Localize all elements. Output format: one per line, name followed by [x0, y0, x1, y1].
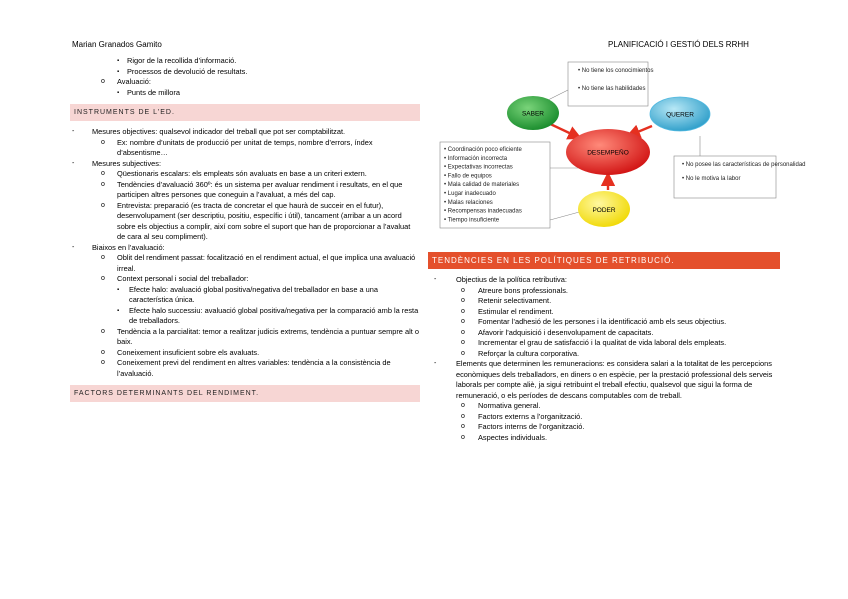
list-item-text: Efecte halo: avaluació global positiva/negativa del treballador en base a una característica única.: [129, 284, 378, 304]
list-item: [70, 358, 420, 379]
list-item-text: Processos de devolució de resultats.: [127, 66, 248, 76]
bullet-marker: o: [461, 297, 465, 304]
list-item: [428, 422, 780, 433]
list-item-text: Tendència a la parcialitat: temor a realitzar judicis extrems, tendència a puntuar sempre alt o baix.: [117, 326, 419, 346]
list-item: [428, 286, 780, 297]
list-item-text: Ex: nombre d’unitats de producció per unitat de temps, nombre d’errors, índex d’absentisme…: [117, 137, 373, 157]
bullet-marker: o: [101, 327, 105, 335]
list-item-text: Rigor de la recollida d’informació.: [127, 56, 237, 65]
list-item: [70, 88, 420, 99]
diagram-note: • Coordinación poco eficiente: [444, 147, 522, 153]
list-item-text: Incrementar el grau de satisfacció i la qualitat de vida laboral dels empleats.: [478, 338, 727, 347]
list-item-text: Elements que determinen les remuneracions: es considera salari a la totalitat de les percepcions econòmiques dels treballadors, en diners o en espècie, per la prestació professional dels serveis laborals per compte aliè, ja sigui retribuint el treball efectiu, qualsevol que sigui la forma de remuneració, o els períodes de descans computables com de treball.: [456, 359, 773, 400]
list-item-text: Atreure bons professionals.: [478, 285, 568, 295]
diagram-note: • Malas relaciones: [444, 199, 493, 206]
list-item-text: Avaluació:: [117, 77, 151, 86]
list-item: [70, 169, 420, 180]
list-item-text: Normativa general.: [478, 401, 541, 410]
list-item: [70, 327, 420, 348]
bullet-marker: o: [101, 180, 105, 188]
list-item-text: Punts de millora: [127, 87, 180, 97]
bullet-marker: -: [72, 243, 75, 251]
querer-label: QUERER: [666, 111, 694, 119]
bullet-marker: o: [101, 138, 105, 146]
bullet-marker: ▪: [117, 89, 120, 96]
bullet-marker: o: [101, 170, 105, 177]
document-title: PLANIFICACIÓ I GESTIÓ DELS RRHH: [608, 40, 749, 49]
bullet-marker: o: [101, 348, 105, 356]
list-item: [70, 67, 420, 78]
retribution-list: [428, 275, 780, 443]
bullet-marker: -: [434, 276, 437, 283]
list-item: [70, 274, 420, 285]
bullet-marker: o: [461, 339, 465, 346]
bullet-marker: o: [101, 78, 105, 85]
bullet-marker: -: [72, 128, 75, 135]
bullet-marker: -: [72, 159, 75, 167]
diagram-note: • Tiempo insuficiente: [444, 217, 500, 224]
list-item-text: Qüestionaris escalars: els empleats són avaluats en base a un criteri extern.: [117, 169, 367, 178]
diagram-note: • Fallo de equipos: [444, 173, 492, 180]
list-item: [428, 328, 780, 339]
list-item: [70, 285, 420, 306]
bullet-marker: o: [461, 328, 465, 336]
bullet-marker: o: [461, 412, 465, 420]
saber-notes: [578, 68, 653, 92]
list-item-text: Reforçar la cultura corporativa.: [478, 348, 580, 358]
list-item: [428, 359, 780, 401]
desempeno-label: DESEMPEÑO: [587, 149, 629, 157]
bullet-marker: ▪: [117, 58, 120, 64]
section-heading-factors: FACTORS DETERMINANTS DEL RENDIMENT.: [70, 385, 420, 402]
list-item-text: Mesures objectives: qualsevol indicador del treball que pot ser comptabilitzat.: [92, 127, 346, 136]
list-item-text: Context personal i social del treballador:: [117, 274, 249, 283]
evaluation-list: [70, 56, 420, 98]
list-item: [70, 306, 420, 327]
list-item-text: Afavorir l’adquisició i desenvolupament de capacitats.: [478, 327, 654, 337]
list-item-text: Biaixos en l’avaluació:: [92, 242, 165, 252]
bullet-marker: o: [461, 433, 465, 441]
list-item-text: Estimular el rendiment.: [478, 306, 554, 316]
author-name: Marian Granados Gamito: [72, 40, 162, 49]
list-item-text: Coneixement previ del rendiment en altres variables: tendència a la consistència de l’avaluació.: [117, 358, 391, 378]
diagram-note: • Información incorrecta: [444, 155, 508, 162]
list-item: [428, 349, 780, 360]
diagram-note: • Lugar inadecuado: [444, 191, 496, 197]
list-item: [428, 275, 780, 286]
diagram-note: • No tiene los conocimientos: [578, 68, 654, 74]
bullet-marker: o: [101, 201, 105, 209]
list-item-text: Efecte halo successiu: avaluació global positiva/negativa per la comparació amb la resta de treballadors.: [129, 305, 419, 325]
instruments-list: [70, 127, 420, 379]
bullet-marker: o: [101, 359, 105, 366]
diagram-note: • Recompensas inadecuadas: [444, 208, 522, 215]
poder-label: PODER: [592, 207, 616, 214]
querer-notes: [682, 162, 806, 182]
saber-label: SABER: [521, 110, 545, 118]
list-item: [70, 56, 420, 67]
diagram-note: • Expectativas incorrectas: [444, 164, 513, 171]
list-item-text: Fomentar l’adhesió de les persones i la identificació amb els seus objectius.: [478, 317, 727, 326]
list-item: [70, 127, 420, 138]
diagram-note: • No le motiva la labor: [682, 176, 741, 182]
list-item: [70, 348, 420, 359]
bullet-marker: o: [461, 349, 465, 357]
bullet-marker: o: [101, 275, 105, 282]
list-item: [428, 433, 780, 444]
list-item-text: Factors interns de l’organització.: [478, 422, 585, 431]
performance-diagram: [438, 60, 806, 230]
bullet-marker: o: [461, 307, 465, 315]
list-item-text: Oblit del rendiment passat: focalització en el rendiment actual, el que implica una avaluació irreal.: [117, 253, 416, 273]
section-heading-retribution: TENDÈNCIES EN LES POLÍTIQUES DE RETRIBUCIÓ.: [428, 252, 780, 269]
diagram-note: • No posee las características de personalidad: [682, 162, 806, 168]
list-item: [428, 338, 780, 349]
bullet-marker: o: [461, 318, 465, 325]
list-item: [70, 243, 420, 254]
list-item-text: Coneixement insuficient sobre els avaluats.: [117, 347, 260, 357]
list-item-text: Aspectes individuals.: [478, 432, 548, 442]
list-item-text: Objectius de la política retributiva:: [456, 275, 567, 284]
diagram-note: • No tiene las habilidades: [578, 86, 646, 92]
list-item-text: Mesures subjectives:: [92, 158, 162, 168]
list-item: [70, 201, 420, 243]
list-item: [70, 77, 420, 88]
section-heading-instruments: INSTRUMENTS DE L’ED.: [70, 104, 420, 121]
list-item: [70, 159, 420, 170]
bullet-marker: o: [461, 286, 465, 294]
list-item: [70, 138, 420, 159]
list-item: [428, 296, 780, 307]
left-column: [70, 56, 420, 408]
list-item: [70, 180, 420, 201]
bullet-marker: ▪: [117, 307, 120, 314]
list-item-text: Tendències d’avaluació 360º: és un sistema per avaluar rendiment i resultats, en el que participen altres persones que coneguin a l’avaluat, a més del cap.: [117, 179, 403, 199]
list-item-text: Entrevista: preparació (es tracta de concretar el que haurà de succeir en el futur), desenvolupament (ser descriptiu, positiu, específic i útil), tancament (arribar a un acord sobre els objectius a complir, així com sobre el suport que han de proporcionar a l’avaluat de cara al seu compliment).: [117, 200, 411, 241]
list-item: [428, 307, 780, 318]
right-column: [428, 246, 780, 443]
bullet-marker: ▪: [117, 68, 120, 75]
list-item: [428, 317, 780, 328]
list-item: [428, 412, 780, 423]
list-item: [428, 401, 780, 412]
list-item-text: Retenir selectivament.: [478, 296, 552, 305]
bullet-marker: o: [461, 402, 465, 409]
list-item-text: Factors externs a l’organització.: [478, 411, 583, 421]
diagram-note: • Mala calidad de materiales: [444, 182, 520, 189]
list-item: [70, 253, 420, 274]
poder-notes: [444, 147, 522, 223]
bullet-marker: o: [101, 254, 105, 261]
bullet-marker: -: [434, 360, 437, 367]
bullet-marker: ▪: [117, 286, 120, 293]
bullet-marker: o: [461, 423, 465, 430]
